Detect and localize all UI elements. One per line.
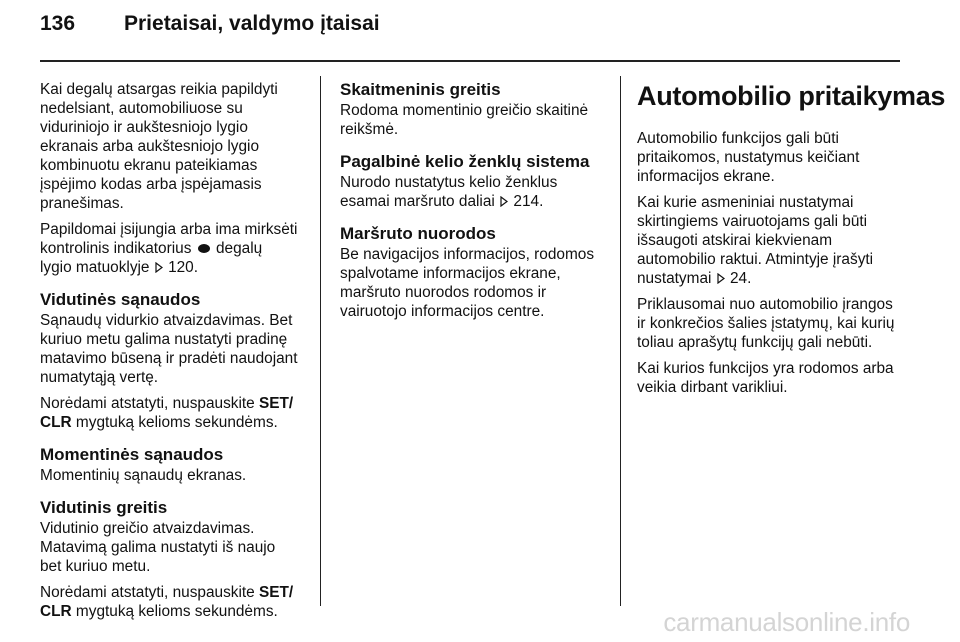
column-3 [637,80,946,404]
page-title: Prietaisai, valdymo įtaisai [124,12,380,35]
section-heading-average-speed: Vidutinis greitis [40,498,168,517]
personalization-engine-running: Kai kurios funkcijos yra rodomos arba veikia dirbant varikliui. [637,360,894,396]
section-heading-route-guidance: Maršruto nuorodos [340,224,496,243]
page-reference-icon[interactable] [155,262,163,273]
page-reference-icon[interactable] [717,273,725,284]
page-reference-link[interactable]: 214. [513,193,544,210]
indicator-oval-icon [198,244,210,253]
personalization-intro: Automobilio funkcijos gali būti pritaikomos, nustatymus keičiant informacijos ekrane. [637,130,860,185]
watermark: carmanualsonline.info [663,607,910,637]
digital-speed-text: Rodoma momentinio greičio skaitinė reikšmė. [340,102,589,138]
column-1 [40,80,310,628]
intro-paragraph: Kai degalų atsargas reikia papildyti nedelsiant, automobiliuose su viduriniojo ir aukštesniojo lygio ekranais arba aukštesniojo lygio kombinuotu ekranu pateikiamas įspėjimo kodas arba įspėjamasis pranešimas. [40,81,278,212]
average-consumption-text: Sąnaudų vidurkio atvaizdavimas. Bet kuriuo metu galima nustatyti pradinę matavimo būseną ir pradėti naudojant numatytąją vertę. [40,312,298,386]
indicator-paragraph: Papildomai įsijungia arba ima mirksėti kontrolinis indikatorius degalų lygio matuoklyje 120. [40,221,298,276]
column-2 [340,80,610,328]
column-divider-1 [320,76,321,606]
personalization-availability: Priklausomai nuo automobilio įrangos ir konkrečios šalies įstatymų, kai kurių toliau aprašytų funkcijų gali nebūti. [637,296,895,351]
average-speed-reset: Norėdami atstatyti, nuspauskite SET/ CLR mygtuką kelioms sekundėms. [40,584,294,620]
section-heading-traffic-sign-assistant: Pagalbinė kelio ženklų sistema [340,152,590,171]
personalization-keys: Kai kurie asmeniniai nustatymai skirtingiems vairuotojams gali būti išsaugoti atskirai kiekvienam automobilio raktui. Atmintyje įrašyti nustatymai 24. [637,194,874,287]
column-divider-2 [620,76,621,606]
route-guidance-text: Be navigacijos informacijos, rodomos spalvotame informacijos ekrane, maršruto nuorodos rodomos ir vairuotojo informacijos centre. [340,246,595,320]
section-title-vehicle-personalization: Automobilio pritaikymas [637,81,946,111]
section-heading-instant-consumption: Momentinės sąnaudos [40,445,224,464]
page-number: 136 [40,12,76,35]
page-header [40,12,900,50]
section-heading-digital-speed: Skaitmeninis greitis [340,80,501,99]
header-divider [40,60,900,62]
page-reference-icon[interactable] [500,196,508,207]
instant-consumption-text: Momentinių sąnaudų ekranas. [40,467,247,484]
average-speed-text: Vidutinio greičio atvaizdavimas. Matavimą galima nustatyti iš naujo bet kuriuo metu. [40,520,276,575]
page-reference-link[interactable]: 120. [168,259,199,276]
traffic-sign-text: Nurodo nustatytus kelio ženklus esamai maršruto daliai 214. [340,174,558,210]
section-heading-average-consumption: Vidutinės sąnaudos [40,290,201,309]
page-reference-link[interactable]: 24. [729,270,752,287]
average-consumption-reset: Norėdami atstatyti, nuspauskite SET/ CLR mygtuką kelioms sekundėms. [40,395,294,431]
